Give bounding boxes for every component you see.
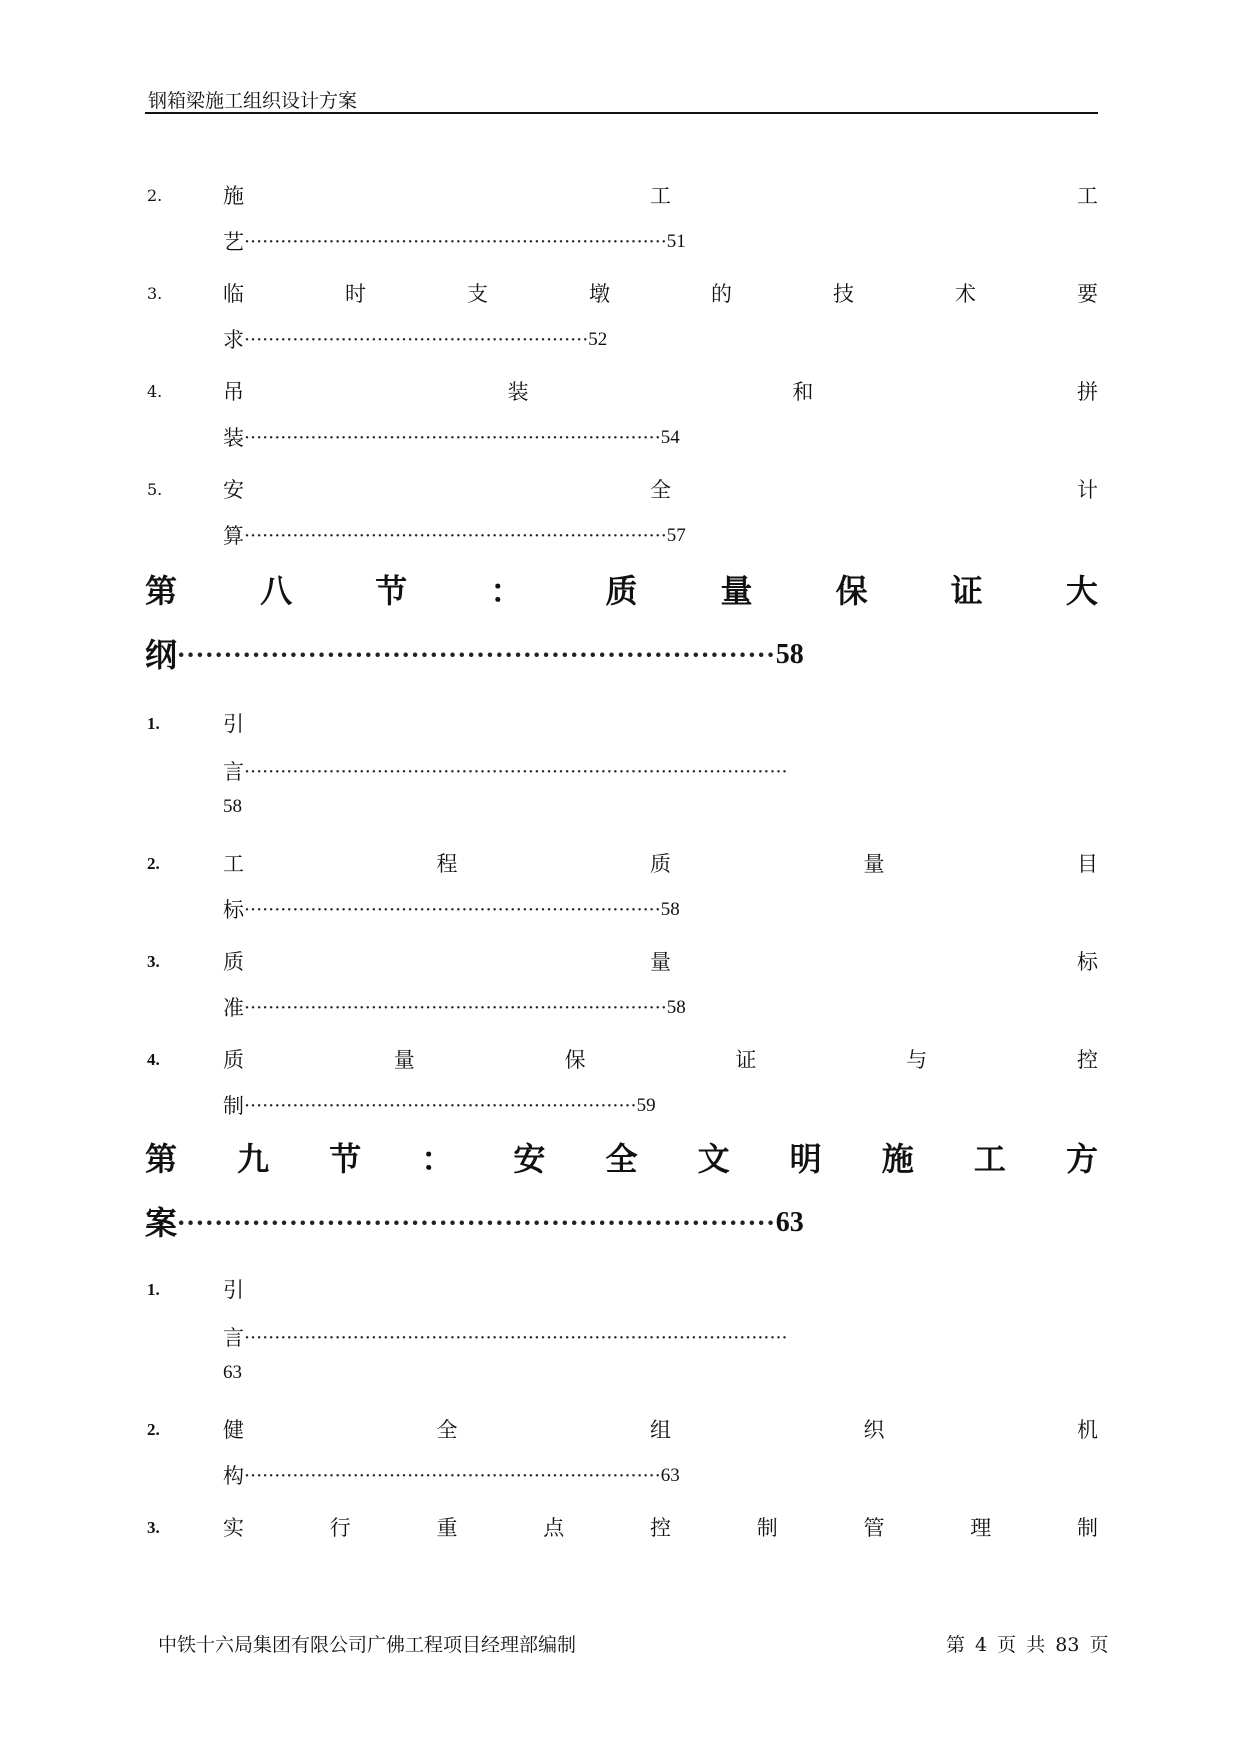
toc-entry-4-continuation[interactable] <box>223 416 680 460</box>
section-char: 文 <box>697 1140 730 1178</box>
toc-entry-number: 2. <box>147 1420 160 1439</box>
leader-dots: ························································· <box>244 329 589 351</box>
section-char: ： <box>490 572 523 610</box>
toc-entry-char: 行 <box>329 1516 351 1540</box>
toc-entry-5-continuation[interactable] <box>223 514 686 558</box>
page-number: 63 <box>775 1207 804 1238</box>
toc-entry-char: 引 <box>223 1278 244 1302</box>
section-8-heading[interactable] <box>145 562 1098 620</box>
toc-entry-char: 工 <box>650 184 671 208</box>
section-char: 施 <box>881 1140 914 1178</box>
toc-entry-tail: 准 <box>223 996 244 1020</box>
section-9-continuation[interactable] <box>145 1194 804 1252</box>
section-char: 八 <box>260 572 293 610</box>
page-number: 63 <box>660 1465 680 1486</box>
toc-entry-char: 管 <box>863 1516 885 1540</box>
toc-s9-entry-2[interactable] <box>145 1408 1098 1452</box>
page-number: 58 <box>666 997 686 1018</box>
toc-entry-5[interactable] <box>145 468 1098 512</box>
toc-entry-char: 实 <box>223 1516 244 1540</box>
section-char: 第 <box>145 572 178 610</box>
section-char: 保 <box>835 572 868 610</box>
toc-entry-number: 3. <box>147 284 163 303</box>
toc-entry-number: 4. <box>147 1050 160 1069</box>
toc-entry-number: 3. <box>147 1518 160 1537</box>
page-number: 63 <box>223 1362 242 1383</box>
toc-entry-char: 吊 <box>223 380 244 404</box>
leader-dots: ······································································ <box>244 997 667 1019</box>
toc-entry-char: 程 <box>436 852 458 876</box>
toc-entry-char: 量 <box>863 852 885 876</box>
toc-entry-3[interactable] <box>145 272 1098 316</box>
toc-s8-entry-1-continuation[interactable] <box>223 750 1138 794</box>
section-char: 明 <box>789 1140 822 1178</box>
toc-entry-char: 施 <box>223 184 244 208</box>
section-char: 第 <box>145 1140 178 1178</box>
footer-organization: 中铁十六局集团有限公司广佛工程项目经理部编制 <box>158 1634 577 1656</box>
toc-entry-char: 术 <box>955 282 976 306</box>
toc-entry-char: 引 <box>223 712 244 736</box>
page-number: 52 <box>588 329 608 350</box>
toc-entry-number: 1. <box>147 714 160 733</box>
toc-s8-entry-3-continuation[interactable] <box>223 986 686 1030</box>
section-tail: 纲 <box>145 636 178 674</box>
toc-entry-char: 计 <box>1077 478 1098 502</box>
section-char: 节 <box>329 1140 362 1178</box>
toc-entry-char: 支 <box>467 282 488 306</box>
page-number: 58 <box>223 796 242 817</box>
toc-s8-entry-3[interactable] <box>145 940 1098 984</box>
toc-entry-char: 时 <box>345 282 366 306</box>
leader-dots: ·························································································· <box>244 761 788 783</box>
leader-dots: ····································································· <box>244 899 661 921</box>
section-char: 证 <box>950 572 983 610</box>
toc-entry-char: 制 <box>756 1516 778 1540</box>
toc-entry-char: 织 <box>863 1418 885 1442</box>
toc-entry-tail: 装 <box>223 426 244 450</box>
toc-entry-tail: 求 <box>223 328 244 352</box>
toc-entry-char: 标 <box>1077 950 1098 974</box>
section-char: 大 <box>1065 572 1098 610</box>
leader-dots: ·························································································· <box>244 1327 788 1349</box>
page-number: 59 <box>636 1095 656 1116</box>
toc-entry-char: 墩 <box>589 282 610 306</box>
toc-entry-char: 和 <box>792 380 814 404</box>
leader-dots: ····································································· <box>244 427 661 449</box>
toc-entry-char: 保 <box>564 1048 586 1072</box>
page-number: 51 <box>666 231 686 252</box>
toc-entry-tail: 艺 <box>223 230 244 254</box>
toc-entry-char: 技 <box>833 282 854 306</box>
section-char: ： <box>421 1140 454 1178</box>
leader-dots: ································································ <box>177 640 776 669</box>
toc-entry-char: 的 <box>711 282 732 306</box>
toc-entry-tail: 言 <box>223 760 244 784</box>
leader-dots: ····································································· <box>244 1465 661 1487</box>
toc-entry-char: 机 <box>1077 1418 1098 1442</box>
toc-entry-char: 量 <box>393 1048 415 1072</box>
toc-s9-entry-3[interactable] <box>145 1506 1098 1550</box>
toc-entry-char: 全 <box>650 478 671 502</box>
toc-entry-char: 与 <box>906 1048 928 1072</box>
toc-entry-char: 装 <box>507 380 529 404</box>
section-char: 九 <box>237 1140 270 1178</box>
toc-entry-4[interactable] <box>145 370 1098 414</box>
toc-entry-number: 4. <box>147 382 163 401</box>
toc-entry-3-continuation[interactable] <box>223 318 607 362</box>
toc-entry-char: 临 <box>223 282 244 306</box>
toc-entry-tail: 构 <box>223 1464 244 1488</box>
toc-entry-number: 5. <box>147 480 163 499</box>
toc-entry-tail: 言 <box>223 1326 244 1350</box>
leader-dots: ······································································ <box>244 231 667 253</box>
toc-s8-entry-4[interactable] <box>145 1038 1098 1082</box>
toc-s8-entry-1[interactable] <box>145 702 1098 746</box>
toc-entry-char: 控 <box>1076 1048 1098 1072</box>
leader-dots: ································································· <box>244 1095 637 1117</box>
page-number: 57 <box>666 525 686 546</box>
toc-entry-char: 点 <box>543 1516 565 1540</box>
toc-entry-char: 理 <box>970 1516 992 1540</box>
header-rule <box>145 112 1098 114</box>
toc-entry-char: 质 <box>650 852 671 876</box>
toc-entry-char: 工 <box>223 852 244 876</box>
toc-entry-char: 工 <box>1077 184 1098 208</box>
toc-entry-char: 要 <box>1077 282 1098 306</box>
toc-entry-2-continuation[interactable] <box>223 220 686 264</box>
toc-entry-char: 重 <box>436 1516 458 1540</box>
toc-entry-char: 量 <box>650 950 671 974</box>
section-char: 量 <box>720 572 753 610</box>
toc-entry-char: 质 <box>223 950 244 974</box>
header-title: 钢箱梁施工组织设计方案 <box>148 90 358 112</box>
section-char: 方 <box>1065 1140 1098 1178</box>
toc-entry-char: 证 <box>735 1048 757 1072</box>
footer-page-number: 第 4 页 共 83 页 <box>946 1634 1109 1656</box>
toc-entry-number: 2. <box>147 186 163 205</box>
toc-entry-number: 2. <box>147 854 160 873</box>
toc-entry-2[interactable] <box>145 174 1098 218</box>
section-8-continuation[interactable] <box>145 626 804 684</box>
section-char: 节 <box>375 572 408 610</box>
toc-s8-entry-2[interactable] <box>145 842 1098 886</box>
toc-s9-entry-1[interactable] <box>145 1268 1098 1312</box>
section-char: 工 <box>973 1140 1006 1178</box>
page-number: 58 <box>775 639 804 670</box>
leader-dots: ······································································ <box>244 525 667 547</box>
toc-entry-char: 质 <box>223 1048 244 1072</box>
page-number: 58 <box>660 899 680 920</box>
section-char: 全 <box>605 1140 638 1178</box>
section-9-heading[interactable] <box>145 1130 1098 1188</box>
toc-entry-number: 3. <box>147 952 160 971</box>
toc-s9-entry-2-continuation[interactable] <box>223 1454 680 1498</box>
section-char: 安 <box>513 1140 546 1178</box>
toc-entry-char: 制 <box>1077 1516 1098 1540</box>
leader-dots: ································································ <box>177 1208 776 1237</box>
page-number: 54 <box>660 427 680 448</box>
toc-entry-char: 安 <box>223 478 244 502</box>
toc-entry-char: 全 <box>436 1418 458 1442</box>
toc-s9-entry-1-continuation[interactable] <box>223 1316 1138 1360</box>
toc-entry-char: 目 <box>1077 852 1098 876</box>
toc-entry-tail: 算 <box>223 524 244 548</box>
toc-s8-entry-2-continuation[interactable] <box>223 888 680 932</box>
toc-entry-char: 组 <box>650 1418 671 1442</box>
toc-entry-char: 控 <box>650 1516 671 1540</box>
toc-entry-number: 1. <box>147 1280 160 1299</box>
section-char: 质 <box>605 572 638 610</box>
toc-entry-tail: 制 <box>223 1094 244 1118</box>
toc-entry-char: 健 <box>223 1418 244 1442</box>
toc-s8-entry-4-continuation[interactable] <box>223 1084 656 1128</box>
section-tail: 案 <box>145 1204 178 1242</box>
toc-entry-tail: 标 <box>223 898 244 922</box>
toc-entry-char: 拼 <box>1076 380 1098 404</box>
